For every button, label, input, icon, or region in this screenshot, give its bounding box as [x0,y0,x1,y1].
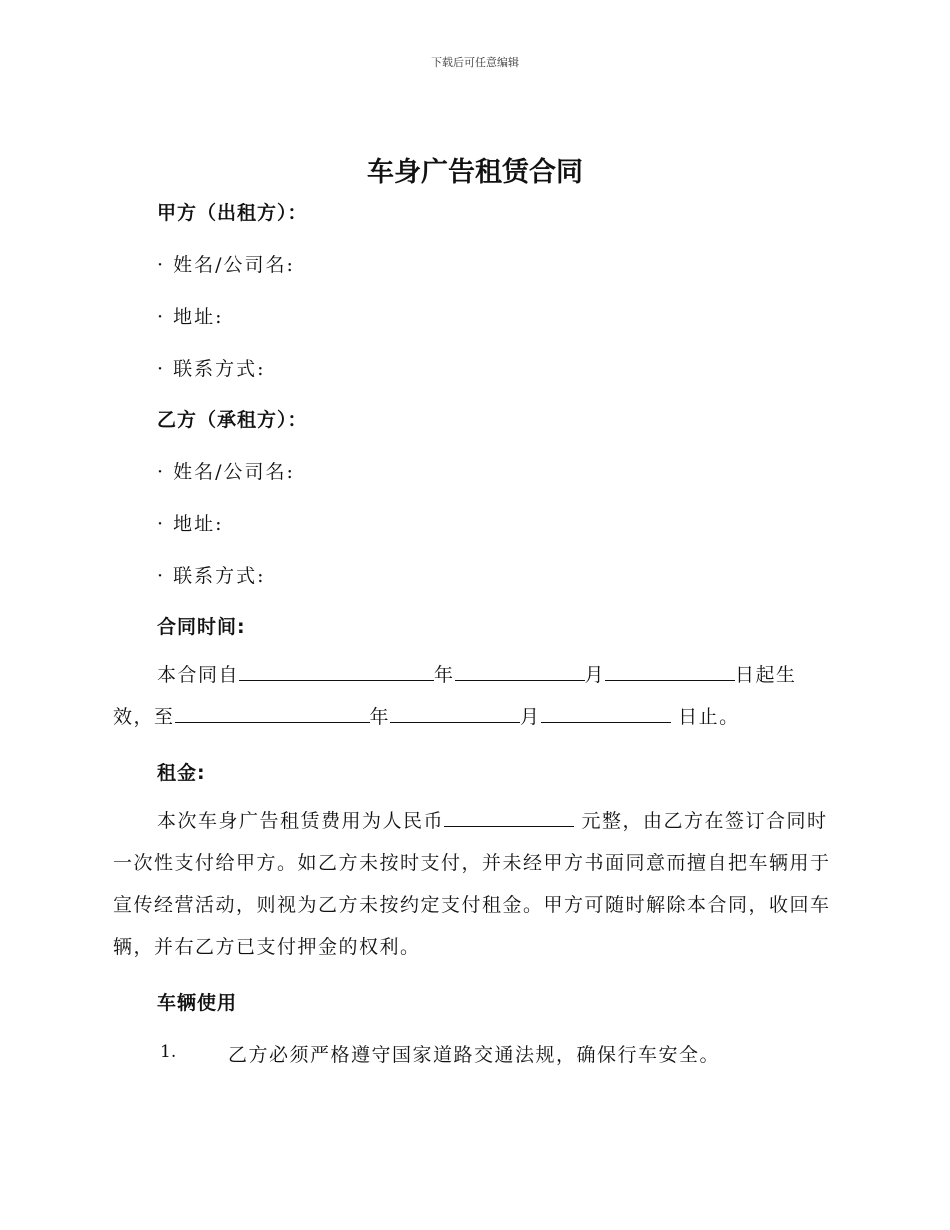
term-heading: 合同时间: [157,616,246,638]
party-b-name-field: · 姓名/公司名: [157,461,295,483]
rent-text-rest: 元整，由乙方在签订合同时一次性支付给甲方。如乙方未按时支付，并未经甲方书面同意而擅自把车辆用于宣传经营活动，则视为乙方未按约定支付租金。甲方可随时解除本合同，收回车辆，并右乙方已支付押金的权利。 [113,810,831,958]
end-year-label: 年 [369,706,391,728]
end-day-suffix: 日止。 [670,706,740,728]
party-a-heading: 甲方（出租方）： [157,202,308,224]
start-day-blank[interactable] [605,660,735,681]
start-month-label: 月 [584,664,606,686]
rent-paragraph [113,800,843,968]
term-paragraph [113,654,843,738]
usage-heading: 车辆使用 [157,992,238,1014]
start-year-label: 年 [434,664,455,686]
party-a-address-field: · 地址: [157,306,224,328]
term-text-start: 本合同自 [157,664,240,686]
rent-text-start: 本次车身广告租赁费用为人民币 [157,810,445,832]
party-b-address-field: · 地址: [157,513,224,535]
term-text-end-prefix: 效，至 [113,706,175,728]
rent-heading: 租金: [157,762,206,784]
end-year-blank[interactable] [175,702,370,723]
contract-title: 车身广告租赁合同 [367,157,583,188]
rent-amount-blank[interactable] [444,806,574,827]
party-a-contact-field: · 联系方式: [157,358,266,380]
start-month-blank[interactable] [455,660,585,681]
party-a-name-field: · 姓名/公司名: [157,254,295,276]
start-day-suffix: 日起生 [735,664,797,686]
end-day-blank[interactable] [541,702,671,723]
start-year-blank[interactable] [239,660,434,681]
party-b-heading: 乙方（承租方）： [157,409,308,431]
page-header: 下载后可任意编辑 [431,56,519,69]
usage-item-text: 乙方必须严格遵守国家道路交通法规，确保行车安全。 [228,1044,721,1066]
end-month-label: 月 [520,706,541,728]
party-b-contact-field: · 联系方式: [157,565,266,587]
usage-item-number: 1. [160,1042,177,1062]
end-month-blank[interactable] [390,702,520,723]
